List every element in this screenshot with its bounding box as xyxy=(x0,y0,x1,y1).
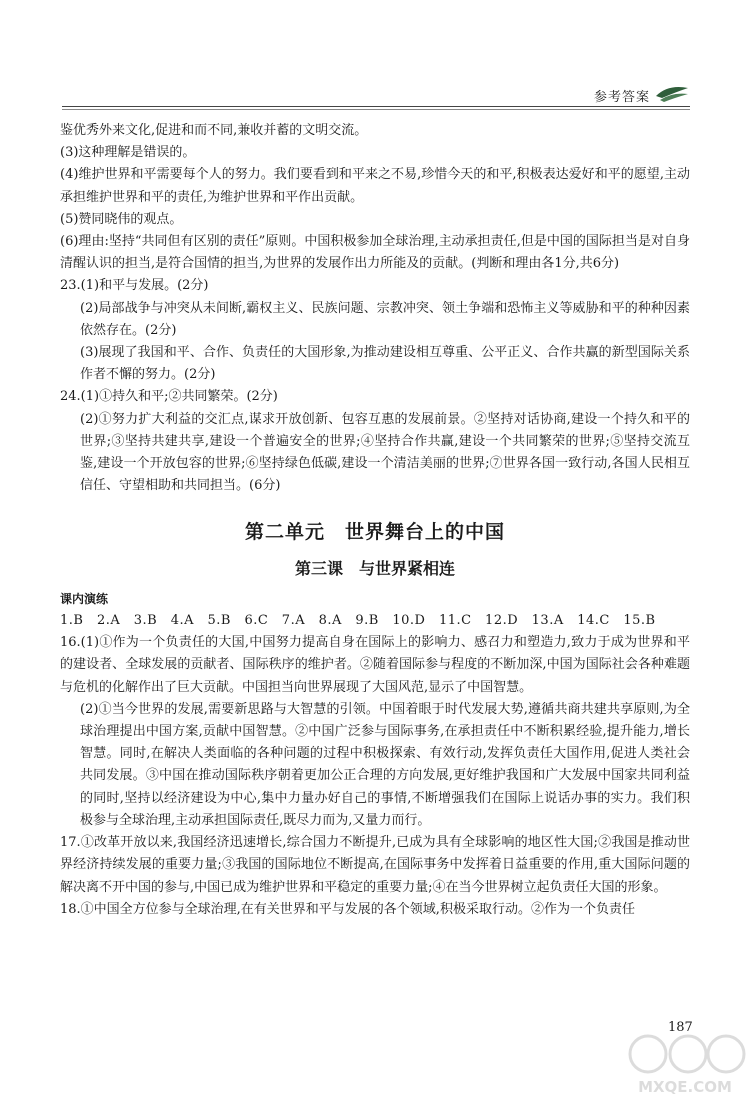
page-header xyxy=(62,84,690,108)
page-number: 187 xyxy=(668,1020,693,1035)
multiple-choice-answers: 1.B 2.A 3.B 4.A 5.B 6.C 7.A 8.A 9.B 10.D 11.C 12.D 13.A 14.C 15.B xyxy=(60,613,656,629)
question-24-part-2: (2)①努力扩大利益的交汇点,谋求开放创新、包容互惠的发展前景。②坚持对话协商,建设一个持久和平的世界;③坚持共建共享,建设一个普遍安全的世界;④坚持合作共赢,建设一个共同繁荣的世界;⑤坚持交流互鉴,建设一个开放包容的世界;⑥坚持绿色低碳,建设一个清洁美丽的世界;⑦世界各国一致行动,各国人民相互信任、守望相助和共同担当。(6分) xyxy=(80,411,690,494)
header-rule xyxy=(62,106,690,107)
question-17: 17.①改革开放以来,我国经济迅速增长,综合国力不断提升,已成为具有全球影响的地区性大国;②我国是推动世界经济持续发展的重要力量;③我国的国际地位不断提高,在国际事务中发挥着日益重要的作用,重大国际问题的解决离不开中国的参与,中国已成为维护世界和平稳定的重要力量;④在当今世界树立起负责任大国的形象。 xyxy=(60,835,690,895)
text-line: (6)理由:坚持“共同但有区别的责任”原则。中国积极参加全球治理,主动承担责任,但是中国的国际担当是对自身清醒认识的担当,是符合国情的担当,为世界的发展作出力所能及的贡献。(判断和理由各1分,共6分) xyxy=(60,234,690,272)
text-line: (3)这种理解是错误的。 xyxy=(60,145,196,161)
question-18: 18.①中国全方位参与全球治理,在有关世界和平与发展的各个领域,积极采取行动。②作为一个负责任 xyxy=(60,901,635,917)
text-line: (5)赞同晓伟的观点。 xyxy=(60,211,183,227)
text-line: 鉴优秀外来文化,促进和而不同,兼收并蓄的文明交流。 xyxy=(60,123,368,138)
leaf-icon xyxy=(654,82,690,104)
header-title: 参考答案 xyxy=(593,90,650,105)
watermark-text: MXQE.COM xyxy=(638,1078,732,1096)
page-content xyxy=(60,120,690,921)
question-16-part-2: (2)①当今世界的发展,需要新思路与大智慧的引领。中国着眼于时代发展大势,遵循共商共建共享原则,为全球治理提出中国方案,贡献中国智慧。②中国广泛参与国际事务,在承担责任中不断积累经验,提升能力,增长智慧。同时,在解决人类面临的各种问题的过程中积极探索、有效行动,发挥负责任大国作用,促进人类社会共同发展。③中国在推动国际秩序朝着更加公正合理的方向发展,更好维护我国和广大发展中国家共同利益的同时,坚持以经济建设为中心,集中力量办好自己的事情,不断增强我们在国际上说话办事的实力。我们积极参与全球治理,主动承担国际责任,既尽力而为,又量力而行。 xyxy=(80,701,690,828)
text-line: (4)维护世界和平需要每个人的努力。我们要看到和平来之不易,珍惜今天的和平,积极表达爱好和平的愿望,主动承担维护世界和平的责任,为维护世界和平作出贡献。 xyxy=(60,167,690,205)
unit-title: 第二单元 世界舞台上的中国 xyxy=(244,521,505,544)
question-16-part-1: 16.(1)①作为一个负责任的大国,中国努力提高自身在国际上的影响力、感召力和塑造力,致力于成为世界和平的建设者、全球发展的贡献者、国际秩序的维护者。②随着国际参与程度的不断加深,中国为国际社会各种难题与危机的化解作出了巨大贡献。中国担当向世界展现了大国风范,显示了中国智慧。 xyxy=(60,635,690,695)
question-23-part-2: (2)局部战争与冲突从未间断,霸权主义、民族问题、宗教冲突、领土争端和恐怖主义等威胁和平的种种因素依然存在。(2分) xyxy=(80,300,690,338)
section-label: 课内演练 xyxy=(60,591,109,606)
question-23-part-1: 23.(1)和平与发展。(2分) xyxy=(60,278,209,294)
lesson-title: 第三课 与世界紧相连 xyxy=(294,558,455,578)
header-rule-secondary xyxy=(62,109,690,110)
question-23-part-3: (3)展现了我国和平、合作、负责任的大国形象,为推动建设相互尊重、公平正义、合作共赢的新型国际关系作者不懈的努力。(2分) xyxy=(80,345,690,383)
watermark-logo xyxy=(620,1020,750,1097)
question-24-part-1: 24.(1)①持久和平;②共同繁荣。(2分) xyxy=(60,389,278,405)
